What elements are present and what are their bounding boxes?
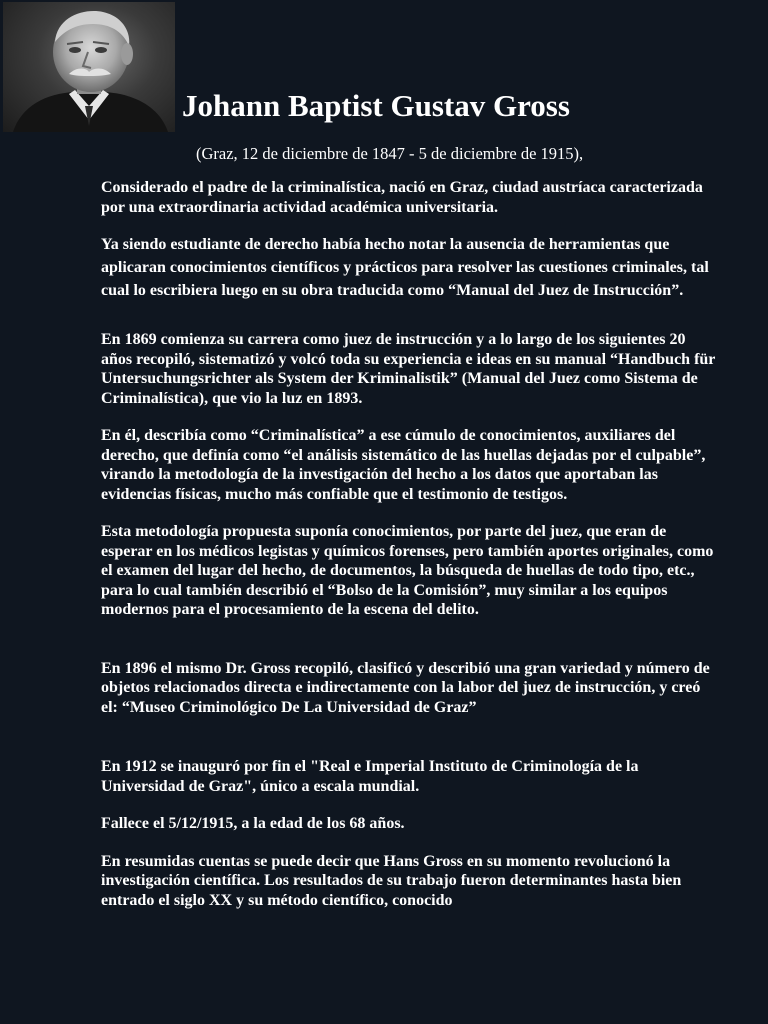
paragraph: Fallece el 5/12/1915, a la edad de los 68 años. — [101, 815, 405, 832]
life-dates: (Graz, 12 de diciembre de 1847 - 5 de diciembre de 1915), — [196, 144, 584, 163]
paragraph: Ya siendo estudiante de derecho había hecho notar la ausencia de herramientas que aplicaran conocimientos científicos y prácticos para resolver las cuestiones criminales, tal cual lo escribiera luego en su obra traducida como “Manual del Juez de Instrucción”. — [101, 236, 709, 299]
paragraph: En resumidas cuentas se puede decir que Hans Gross en su momento revolucionó la investigación científica. Los resultados de su trabajo fueron determinantes hasta bien entrado el siglo XX y su método científico, conocido — [101, 852, 682, 909]
paragraph: En él, describía como “Criminalística” a ese cúmulo de conocimientos, auxiliares del derecho, que definía como “el análisis sistemático de las huellas dejadas por el culpable”, virando la metodología de la investigación del hecho a los datos que aportaban las evidencias físicas, mucho más confiable que el testimonio de testigos. — [101, 427, 706, 503]
paragraph: Considerado el padre de la criminalística, nació en Graz, ciudad austríaca caracterizada por una extraordinaria actividad académica universitaria. — [101, 179, 703, 216]
paragraph: Esta metodología propuesta suponía conocimientos, por parte del juez, que eran de esperar en los médicos legistas y químicos forenses, pero también aportes originales, como el examen del lugar del hecho, de documentos, la búsqueda de huellas de todo tipo, etc., para lo cual también describió el “Bolso de la Comisión”, muy similar a los equipos modernos para el procesamiento de la escena del delito. — [101, 523, 714, 618]
portrait-photo — [3, 2, 175, 132]
paragraph: En 1896 el mismo Dr. Gross recopiló, clasificó y describió una gran variedad y número de objetos relacionados directa e indirectamente con la labor del juez de instrucción, y creó el: “Museo Criminológico De La Universidad de Graz” — [101, 659, 710, 716]
page-title: Johann Baptist Gustav Gross — [182, 88, 570, 123]
paragraph: En 1912 se inauguró por fin el "Real e Imperial Instituto de Criminología de la Universidad de Graz", único a escala mundial. — [101, 758, 639, 795]
paragraph: En 1869 comienza su carrera como juez de instrucción y a lo largo de los siguientes 20 años recopiló, sistematizó y volcó toda su experiencia e ideas en su manual “Handbuch für Untersuchungsrichter als System der Kriminalistik” (Manual del Juez como Sistema de Criminalística), que vio la luz en 1893. — [101, 331, 716, 407]
article-body — [101, 178, 717, 910]
